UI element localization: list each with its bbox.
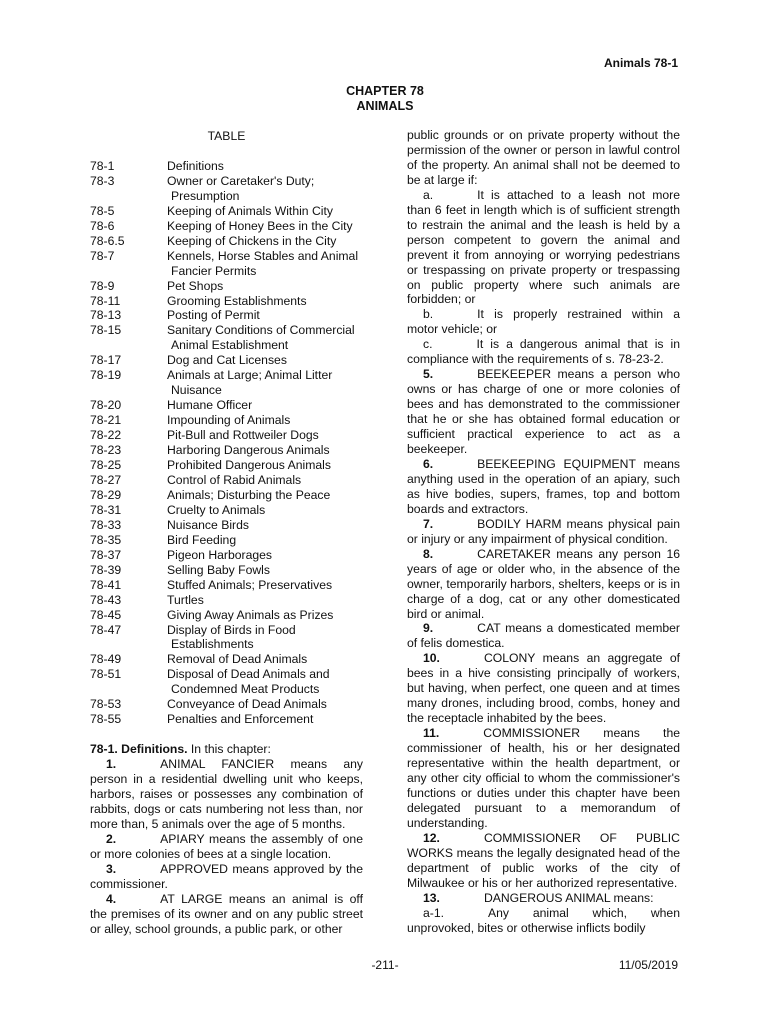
definitions-left xyxy=(90,757,363,936)
toc-section-title-line: Keeping of Chickens in the City xyxy=(167,233,337,248)
toc-section-number: 78-47 xyxy=(90,622,122,637)
toc-section-title-line: Owner or Caretaker's Duty; xyxy=(167,173,315,188)
toc-section-title-line: Control of Rabid Animals xyxy=(167,472,302,487)
toc-section-number: 78-37 xyxy=(90,547,122,562)
toc-row xyxy=(90,458,363,473)
exception-label: b. xyxy=(423,307,434,322)
toc-section-title xyxy=(167,712,363,727)
definition-number: 2. xyxy=(106,831,117,846)
definitions-right xyxy=(407,367,680,905)
toc-row xyxy=(90,279,363,294)
toc-section-title-line: Giving Away Animals as Prizes xyxy=(167,607,334,622)
toc-row xyxy=(90,308,363,323)
toc-section-number: 78-23 xyxy=(90,443,122,458)
toc-section-title xyxy=(167,249,363,279)
definition-text: COMMISSIONER means the commissioner of health, his or her designated representative within the health department, or any other city official to whom the commissioner's functions or duties under this chapter have been delegated pursuant to a memorandum of understanding. xyxy=(407,726,680,830)
right-column xyxy=(407,128,680,935)
definition-text: APIARY means the assembly of one or more colonies of bees at a single location. xyxy=(90,831,363,861)
toc-section-title-line: Bird Feeding xyxy=(167,532,237,547)
exception-label: c. xyxy=(423,337,433,352)
toc-row xyxy=(90,353,363,368)
exception-text: It is properly restrained within a motor vehicle; or xyxy=(407,307,680,337)
definition xyxy=(90,832,363,862)
chapter-number: CHAPTER 78 xyxy=(346,84,424,98)
definition-number: 5. xyxy=(423,367,434,382)
toc-section-title xyxy=(167,608,363,623)
toc-row xyxy=(90,608,363,623)
toc-section-title xyxy=(167,159,363,174)
running-head: Animals 78-1 xyxy=(603,56,678,70)
toc-section-number: 78-22 xyxy=(90,428,122,443)
toc-section-title-continued: Nuisance xyxy=(171,383,222,398)
toc-section-title-line: Sanitary Conditions of Commercial xyxy=(167,323,355,338)
toc-section-title-line: Definitions xyxy=(167,158,224,173)
toc-section-title xyxy=(167,234,363,249)
toc-section-number: 78-35 xyxy=(90,532,122,547)
revision-date: 11/05/2019 xyxy=(618,958,678,972)
toc-section-title xyxy=(167,219,363,234)
left-column xyxy=(90,128,363,937)
subitem-label: a-1. xyxy=(423,905,445,920)
toc-section-number: 78-33 xyxy=(90,517,122,532)
section-78-1-intro xyxy=(90,742,363,757)
toc-section-number: 78-55 xyxy=(90,712,122,727)
definition-number: 1. xyxy=(106,757,117,772)
toc-section-title xyxy=(167,533,363,548)
toc-section-number: 78-19 xyxy=(90,368,122,383)
toc-section-number: 78-45 xyxy=(90,607,122,622)
definition xyxy=(407,517,680,547)
toc-section-title xyxy=(167,593,363,608)
exception-item xyxy=(407,188,680,308)
toc-section-title-continued: Animal Establishment xyxy=(171,338,289,353)
toc-section-number: 78-21 xyxy=(90,413,122,428)
toc-section-number: 78-6.5 xyxy=(90,233,125,248)
definition-number: 10. xyxy=(423,651,440,666)
toc-section-title-line: Harboring Dangerous Animals xyxy=(167,443,330,458)
toc-row xyxy=(90,563,363,578)
toc-section-number: 78-27 xyxy=(90,472,122,487)
toc-section-title xyxy=(167,548,363,563)
toc-section-number: 78-51 xyxy=(90,667,122,682)
toc-row xyxy=(90,593,363,608)
toc-section-title-line: Conveyance of Dead Animals xyxy=(167,697,327,712)
toc-section-title xyxy=(167,428,363,443)
definition-text: CAT means a domesticated member of felis domestica. xyxy=(407,621,680,651)
toc-row xyxy=(90,413,363,428)
definition-number: 12. xyxy=(423,830,440,845)
toc-row xyxy=(90,578,363,593)
definition xyxy=(407,367,680,457)
toc-section-title-continued: Establishments xyxy=(171,637,254,652)
toc-section-number: 78-11 xyxy=(90,293,121,308)
toc-section-title xyxy=(167,503,363,518)
definition-text: COMMISSIONER OF PUBLIC WORKS means the legally designated head of the department of public works of the city of Milwaukee or his or her authorized representative. xyxy=(407,830,680,890)
toc-section-number: 78-3 xyxy=(90,173,115,188)
definition xyxy=(407,457,680,517)
toc-section-number: 78-29 xyxy=(90,487,122,502)
toc-row xyxy=(90,533,363,548)
toc-section-title-line: Humane Officer xyxy=(167,398,253,413)
toc-section-title-line: Turtles xyxy=(167,592,204,607)
toc-section-title xyxy=(167,353,363,368)
toc-section-title xyxy=(167,174,363,204)
chapter-title: ANIMALS xyxy=(356,99,414,113)
chapter-heading xyxy=(0,84,770,114)
toc-row xyxy=(90,548,363,563)
toc-row xyxy=(90,712,363,727)
toc-row xyxy=(90,623,363,653)
toc-row xyxy=(90,473,363,488)
toc-section-number: 78-20 xyxy=(90,398,122,413)
toc-section-title-line: Stuffed Animals; Preservatives xyxy=(167,577,333,592)
exception-label: a. xyxy=(423,187,434,202)
toc-section-title xyxy=(167,279,363,294)
toc-section-title-line: Pet Shops xyxy=(167,278,224,293)
definition-number: 9. xyxy=(423,621,434,636)
definition-text: AT LARGE means an animal is off the premises of its owner and on any public street or alley, school grounds, a public park, or other xyxy=(90,891,363,936)
toc-section-number: 78-39 xyxy=(90,562,122,577)
toc-section-title-line: Keeping of Honey Bees in the City xyxy=(167,218,353,233)
toc-section-title xyxy=(167,323,363,353)
definition xyxy=(407,621,680,651)
definition xyxy=(90,892,363,937)
toc-row xyxy=(90,174,363,204)
toc-row xyxy=(90,249,363,279)
toc-section-title-line: Nuisance Birds xyxy=(167,517,249,532)
toc-section-title-line: Animals at Large; Animal Litter xyxy=(167,368,333,383)
definition-text: ANIMAL FANCIER means any person in a residential dwelling unit who keeps, harbors, raises or possesses any combination of rabbits, dogs or cats numbering not less than, nor more than, 5 animals over the age of 5 months. xyxy=(90,757,363,831)
toc-section-title-line: Grooming Establishments xyxy=(167,293,307,308)
definition-number: 7. xyxy=(423,516,434,531)
definition-subitem xyxy=(407,906,680,936)
toc-section-number: 78-13 xyxy=(90,308,122,323)
toc-row xyxy=(90,488,363,503)
toc-section-title xyxy=(167,652,363,667)
toc-section-number: 78-53 xyxy=(90,697,122,712)
toc-section-number: 78-7 xyxy=(90,248,115,263)
toc-section-title xyxy=(167,667,363,697)
toc-row xyxy=(90,652,363,667)
toc-section-number: 78-6 xyxy=(90,218,115,233)
toc-section-number: 78-41 xyxy=(90,577,122,592)
toc-section-title-line: Display of Birds in Food xyxy=(167,622,296,637)
definition-number: 8. xyxy=(423,546,434,561)
toc-row xyxy=(90,323,363,353)
definition-number: 6. xyxy=(423,456,434,471)
toc-row xyxy=(90,697,363,712)
table-of-contents xyxy=(90,159,363,727)
exception-text: It is attached to a leash not more than 6 feet in length which is of sufficient strength to restrain the animal and the leash is held by a person competent to govern the animal and prevent it from annoying or worrying pedestrians or trespassing on private property or trespassing on public property where such animals are forbidden; or xyxy=(407,187,680,307)
toc-section-title xyxy=(167,623,363,653)
toc-section-title-line: Dog and Cat Licenses xyxy=(167,353,287,368)
exception-text: It is a dangerous animal that is in compliance with the requirements of s. 78-23-2. xyxy=(407,337,680,367)
toc-section-title-line: Posting of Permit xyxy=(167,308,260,323)
definition xyxy=(90,757,363,832)
definition xyxy=(407,831,680,891)
toc-section-title-line: Disposal of Dead Animals and xyxy=(167,667,330,682)
toc-section-number: 78-1 xyxy=(90,158,115,173)
toc-section-number: 78-43 xyxy=(90,592,122,607)
at-large-continuation: public grounds or on private property without the permission of the owner or person in lawful control of the property. An animal shall not be deemed to be at large if: xyxy=(407,128,680,187)
definition-text: COLONY means an aggregate of bees in a hive consisting principally of workers, but having, when perfect, one queen and at times many drones, including brood, combs, honey and the receptacle inhabited by the bees. xyxy=(407,651,680,726)
toc-section-title xyxy=(167,458,363,473)
toc-section-title xyxy=(167,443,363,458)
toc-section-title-continued: Condemned Meat Products xyxy=(171,682,320,697)
toc-row xyxy=(90,219,363,234)
toc-section-title xyxy=(167,413,363,428)
definition xyxy=(407,891,680,906)
definition-text: APPROVED means approved by the commissioner. xyxy=(90,861,363,891)
toc-row xyxy=(90,204,363,219)
toc-section-title xyxy=(167,488,363,503)
definition xyxy=(407,547,680,622)
toc-section-title xyxy=(167,563,363,578)
toc-section-title-line: Animals; Disturbing the Peace xyxy=(167,487,331,502)
section-intro: In this chapter: xyxy=(187,742,271,757)
toc-section-number: 78-49 xyxy=(90,652,122,667)
toc-section-title xyxy=(167,518,363,533)
definition xyxy=(407,726,680,831)
definition xyxy=(90,862,363,892)
definition-text: BODILY HARM means physical pain or injury or any impairment of physical condition. xyxy=(407,516,680,546)
toc-section-title-line: Pit-Bull and Rottweiler Dogs xyxy=(167,428,319,443)
toc-section-title xyxy=(167,697,363,712)
toc-row xyxy=(90,234,363,249)
subitem-text: Any animal which, when unprovoked, bites or otherwise inflicts bodily xyxy=(407,905,680,935)
toc-row xyxy=(90,159,363,174)
toc-section-title-line: Impounding of Animals xyxy=(167,413,291,428)
toc-row xyxy=(90,428,363,443)
toc-section-title xyxy=(167,578,363,593)
toc-row xyxy=(90,368,363,398)
toc-section-title-continued: Fancier Permits xyxy=(171,263,257,278)
definition-text: BEEKEEPER means a person who owns or has charge of one or more colonies of bees and has demonstrated to the commissioner that he or she has obtained formal education or sufficient practical experience to act as a beekeeper. xyxy=(407,367,680,457)
toc-row xyxy=(90,443,363,458)
toc-section-title-line: Selling Baby Fowls xyxy=(167,562,270,577)
toc-row xyxy=(90,294,363,309)
toc-section-title xyxy=(167,294,363,309)
toc-section-title-line: Penalties and Enforcement xyxy=(167,712,314,727)
toc-section-title xyxy=(167,204,363,219)
toc-section-title-line: Prohibited Dangerous Animals xyxy=(167,458,331,473)
definition-text: CARETAKER means any person 16 years of age or older who, in the absence of the owner, temporarily harbors, shelters, keeps or is in charge of a dog, cat or any other domesticated bird or animal. xyxy=(407,546,680,621)
toc-section-title-line: Removal of Dead Animals xyxy=(167,652,308,667)
definition-number: 11. xyxy=(423,726,440,741)
definition-number: 3. xyxy=(106,861,117,876)
toc-section-number: 78-17 xyxy=(90,353,122,368)
definition-text: BEEKEEPING EQUIPMENT means anything used in the operation of an apiary, such as hive bodies, supers, frames, top and bottom boards and extractors. xyxy=(407,456,680,516)
toc-row xyxy=(90,667,363,697)
definition xyxy=(407,651,680,726)
at-large-exceptions xyxy=(407,188,680,367)
toc-section-number: 78-31 xyxy=(90,502,122,517)
toc-row xyxy=(90,503,363,518)
section-heading: 78-1. Definitions. xyxy=(90,742,188,757)
toc-section-title-continued: Presumption xyxy=(171,188,240,203)
definition-number: 4. xyxy=(106,891,117,906)
toc-row xyxy=(90,398,363,413)
toc-section-title-line: Keeping of Animals Within City xyxy=(167,203,333,218)
page-number: -211- xyxy=(371,958,399,972)
toc-section-title xyxy=(167,398,363,413)
toc-row xyxy=(90,518,363,533)
exception-item xyxy=(407,337,680,367)
toc-section-number: 78-5 xyxy=(90,203,115,218)
definition-number: 13. xyxy=(423,890,440,905)
definition-text: DANGEROUS ANIMAL means: xyxy=(483,890,654,905)
toc-section-title-line: Kennels, Horse Stables and Animal xyxy=(167,248,359,263)
toc-section-title xyxy=(167,473,363,488)
toc-title: TABLE xyxy=(207,129,246,143)
toc-section-title-line: Pigeon Harborages xyxy=(167,547,273,562)
toc-section-title xyxy=(167,368,363,398)
toc-section-number: 78-15 xyxy=(90,323,122,338)
toc-section-number: 78-9 xyxy=(90,278,115,293)
toc-section-number: 78-25 xyxy=(90,458,122,473)
toc-section-title xyxy=(167,308,363,323)
toc-section-title-line: Cruelty to Animals xyxy=(167,502,266,517)
exception-item xyxy=(407,307,680,337)
